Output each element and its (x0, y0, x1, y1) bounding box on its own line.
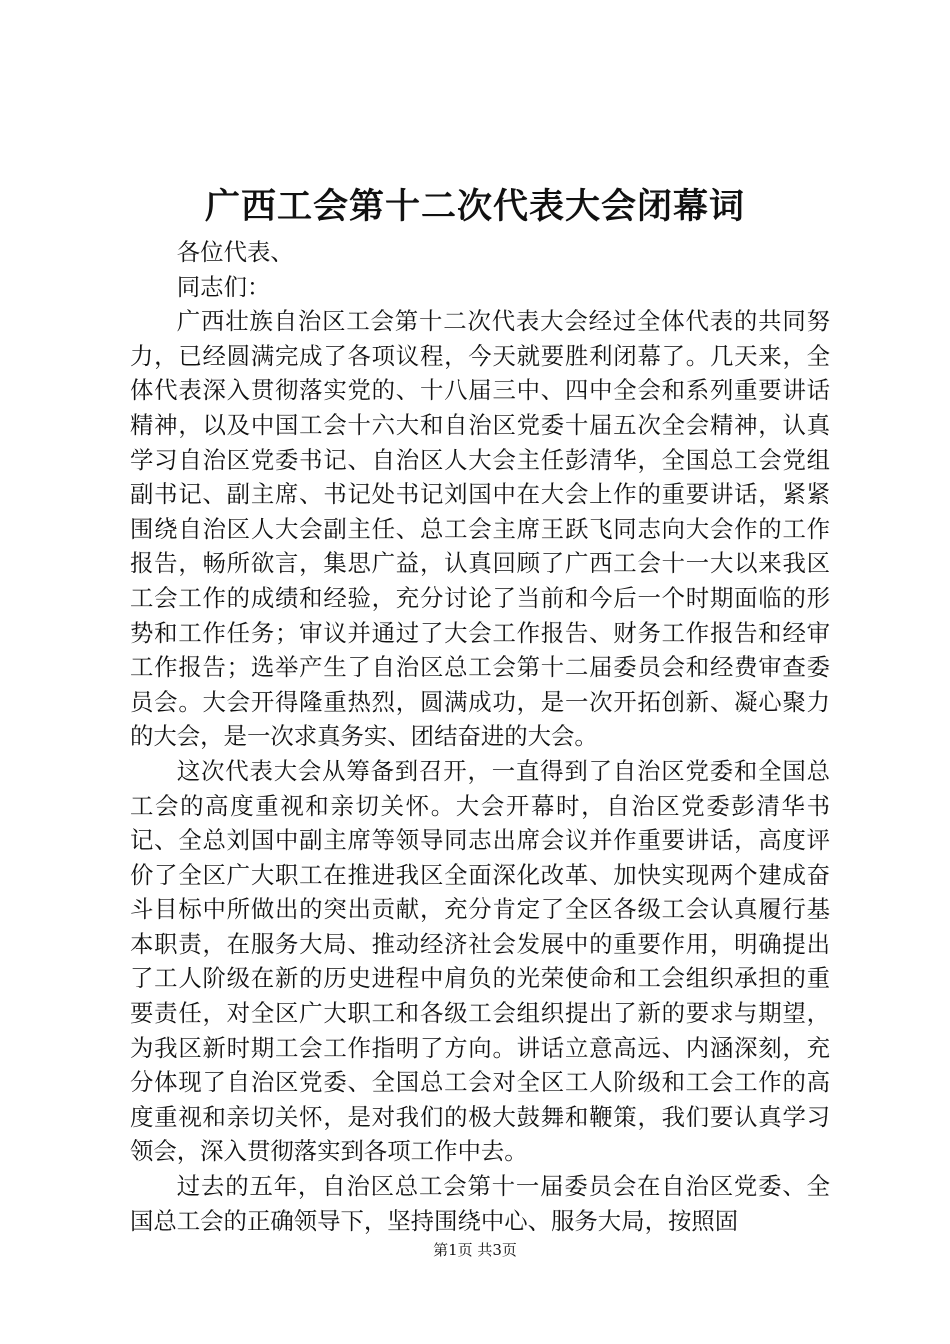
salutation-line: 各位代表、 (176, 238, 294, 266)
body-paragraph: 过去的五年，自治区总工会第十一届委员会在自治区党委、全国总工会的正确领导下，坚持围绕中心、服务大局，按照固 (130, 1172, 830, 1235)
page-number-footer: 第1页 共3页 (433, 1241, 517, 1259)
document-title: 广西工会第十二次代表大会闭幕词 (204, 186, 745, 227)
salutation-line: 同志们： (176, 272, 271, 301)
body-paragraph: 广西壮族自治区工会第十二次代表大会经过全体代表的共同努力，已经圆满完成了各项议程，今天就要胜利闭幕了。几天来，全体代表深入贯彻落实党的、十八届三中、四中全会和系列重要讲话精神，以及中国工会十六大和自治区党委十届五次全会精神，认真学习自治区党委书记、自治区人大会主任彭清华，全国总工会党组副书记、副主席、书记处书记刘国中在大会上作的重要讲话，紧紧围绕自治区人大会副主任、总工会主席王跃飞同志向大会作的工作报告，畅所欲言，集思广益，认真回顾了广西工会十一大以来我区工会工作的成绩和经验，充分讨论了当前和今后一个时期面临的形势和工作任务；审议并通过了大会工作报告、财务工作报告和经审工作报告；选举产生了自治区总工会第十二届委员会和经费审查委员会。大会开得隆重热烈，圆满成功，是一次开拓创新、凝心聚力的大会，是一次求真务实、团结奋进的大会。 (130, 307, 830, 751)
document-body (130, 235, 830, 1238)
body-paragraph: 这次代表大会从筹备到召开，一直得到了自治区党委和全国总工会的高度重视和亲切关怀。大会开幕时，自治区党委彭清华书记、全总刘国中副主席等领导同志出席会议并作重要讲话，高度评价了全区广大职工在推进我区全面深化改革、加快实现两个建成奋斗目标中所做出的突出贡献，充分肯定了全区各级工会认真履行基本职责，在服务大局、推动经济社会发展中的重要作用，明确提出了工人阶级在新的历史进程中肩负的光荣使命和工会组织承担的重要责任，对全区广大职工和各级工会组织提出了新的要求与期望，为我区新时期工会工作指明了方向。讲话立意高远、内涵深刻，充分体现了自治区党委、全国总工会对全区工人阶级和工会工作的高度重视和亲切关怀，是对我们的极大鼓舞和鞭策，我们要认真学习领会，深入贯彻落实到各项工作中去。 (130, 756, 830, 1166)
